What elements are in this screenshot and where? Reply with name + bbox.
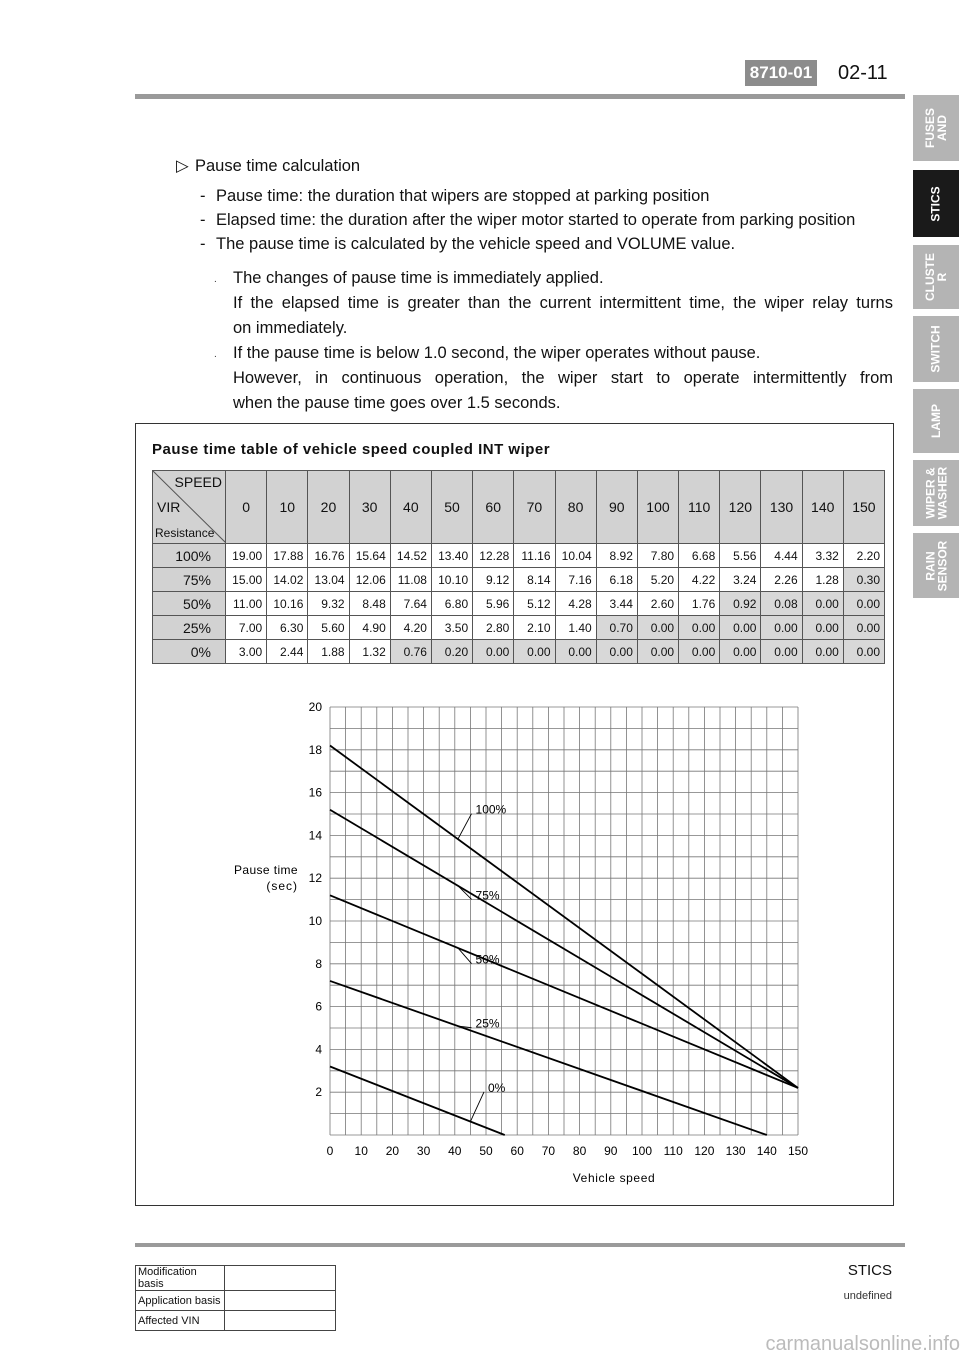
table-row xyxy=(153,640,885,664)
mod-value xyxy=(225,1266,336,1291)
series-line xyxy=(330,1067,505,1135)
table-cell: 13.04 xyxy=(308,568,349,592)
table-cell: 0.00 xyxy=(843,640,884,664)
table-row xyxy=(136,1266,336,1291)
table-cell: 0.92 xyxy=(720,592,761,616)
table-cell: 2.10 xyxy=(514,616,555,640)
x-tick-label: 50 xyxy=(479,1144,493,1158)
section-heading: Pause time calculation xyxy=(195,157,361,175)
x-tick-label: 10 xyxy=(354,1144,368,1158)
mod-value xyxy=(225,1291,336,1311)
y-tick-label: 16 xyxy=(308,785,322,800)
corner-speed-label: SPEED xyxy=(174,474,222,490)
table-cell: 14.02 xyxy=(267,568,308,592)
table-cell: 14.52 xyxy=(390,544,431,568)
y-tick-label: 14 xyxy=(308,828,322,843)
table-cell: 0.08 xyxy=(761,592,802,616)
x-tick-label: 130 xyxy=(725,1144,746,1158)
table-cell: 17.88 xyxy=(267,544,308,568)
x-tick-label: 150 xyxy=(787,1144,809,1158)
vir-row-label: 75% xyxy=(153,568,226,592)
table-cell: 5.12 xyxy=(514,592,555,616)
table-cell: 0.00 xyxy=(761,616,802,640)
footer-subtitle: undefined xyxy=(843,1290,892,1302)
y-tick-label: 4 xyxy=(315,1042,322,1057)
x-tick-label: 20 xyxy=(385,1144,400,1158)
table-cell: 11.16 xyxy=(514,544,555,568)
table-cell: 1.32 xyxy=(349,640,390,664)
mod-label: Modification basis xyxy=(136,1266,225,1291)
table-cell: 0.00 xyxy=(555,640,596,664)
table-cell: 0.00 xyxy=(637,640,678,664)
y-tick-label: 10 xyxy=(308,914,322,928)
mod-label: Application basis xyxy=(136,1291,225,1311)
dot-item-line: The changes of pause time is immediately applied. xyxy=(233,269,604,287)
footer-title: STICS xyxy=(847,1262,892,1279)
pause-time-chart xyxy=(200,700,840,1195)
x-tick-label: 30 xyxy=(416,1144,431,1158)
table-cell: 12.06 xyxy=(349,568,390,592)
table-cell: 0.20 xyxy=(431,640,472,664)
annotation-leader xyxy=(470,1092,484,1122)
table-cell: 6.80 xyxy=(431,592,472,616)
speed-header: 20 xyxy=(308,471,349,544)
table-cell: 3.32 xyxy=(802,544,843,568)
y-tick-label: 18 xyxy=(308,742,322,757)
x-tick-label: 0 xyxy=(326,1144,334,1158)
y-tick-label: 8 xyxy=(315,956,322,971)
speed-header: 130 xyxy=(761,471,802,544)
dot-item-line: However, in continuous operation, the wiper start to operate intermittently from xyxy=(233,369,893,387)
speed-header: 0 xyxy=(226,471,267,544)
page-number: 02-11 xyxy=(838,62,888,84)
speed-header: 110 xyxy=(679,471,720,544)
table-cell: 0.00 xyxy=(637,616,678,640)
speed-header: 80 xyxy=(555,471,596,544)
speed-header: 10 xyxy=(267,471,308,544)
x-tick-label: 40 xyxy=(448,1144,462,1158)
side-tab-switch[interactable]: SWITCH xyxy=(913,316,959,382)
speed-header: 150 xyxy=(843,471,884,544)
y-tick-label: 6 xyxy=(315,999,322,1014)
series-annotation: 75% xyxy=(475,888,500,903)
y-axis-label: Pause time xyxy=(233,863,298,877)
speed-header: 120 xyxy=(720,471,761,544)
speed-header: 100 xyxy=(637,471,678,544)
x-tick-label: 100 xyxy=(631,1144,653,1158)
table-cell: 0.00 xyxy=(802,616,843,640)
table-cell: 6.68 xyxy=(679,544,720,568)
table-cell: 0.76 xyxy=(390,640,431,664)
table-cell: 2.80 xyxy=(473,616,514,640)
speed-header: 30 xyxy=(349,471,390,544)
header-divider xyxy=(135,94,905,99)
table-cell: 2.44 xyxy=(267,640,308,664)
table-cell: 16.76 xyxy=(308,544,349,568)
table-cell: 0.00 xyxy=(596,640,637,664)
table-cell: 11.08 xyxy=(390,568,431,592)
watermark: carmanualsonline.info xyxy=(765,1333,960,1355)
table-cell: 0.70 xyxy=(596,616,637,640)
corner-vir-label: VIR xyxy=(157,499,181,515)
table-header-row xyxy=(153,471,885,544)
side-tab-fuses[interactable]: FUSES AND xyxy=(913,95,959,161)
vir-row-label: 25% xyxy=(153,616,226,640)
table-cell: 0.00 xyxy=(514,640,555,664)
side-tab-wiper-washer[interactable]: WIPER & WASHER xyxy=(913,460,959,526)
corner-resistance-label: Resistance xyxy=(155,526,215,540)
table-cell: 0.00 xyxy=(843,592,884,616)
table-row xyxy=(153,544,885,568)
y-axis-label: (sec) xyxy=(266,879,298,893)
table-cell: 1.76 xyxy=(679,592,720,616)
table-cell: 3.44 xyxy=(596,592,637,616)
table-cell: 7.00 xyxy=(226,616,267,640)
side-tab-stics[interactable]: STICS xyxy=(913,170,959,237)
dash-marker: - xyxy=(200,187,206,205)
series-annotation: 100% xyxy=(475,802,507,817)
table-cell: 0.00 xyxy=(802,592,843,616)
pause-time-table xyxy=(152,470,885,664)
mod-label: Affected VIN xyxy=(136,1311,225,1331)
speed-header: 60 xyxy=(473,471,514,544)
x-tick-label: 80 xyxy=(572,1144,587,1158)
table-cell: 13.40 xyxy=(431,544,472,568)
dot-item-line: If the elapsed time is greater than the current intermittent time, the wiper relay turns xyxy=(233,294,893,312)
x-tick-label: 70 xyxy=(541,1144,556,1158)
table-cell: 10.16 xyxy=(267,592,308,616)
series-annotation: 25% xyxy=(475,1016,500,1031)
dot-item-line: when the pause time goes over 1.5 seconds. xyxy=(233,394,561,412)
table-row xyxy=(153,592,885,616)
table-cell: 7.64 xyxy=(390,592,431,616)
table-cell: 8.92 xyxy=(596,544,637,568)
section-code-badge: 8710-01 xyxy=(745,60,817,86)
table-cell: 10.04 xyxy=(555,544,596,568)
table-cell: 2.26 xyxy=(761,568,802,592)
x-tick-label: 90 xyxy=(604,1144,618,1158)
modification-table xyxy=(135,1265,336,1331)
speed-header: 70 xyxy=(514,471,555,544)
dot-item-line: on immediately. xyxy=(233,319,348,337)
x-tick-label: 140 xyxy=(756,1144,777,1158)
dash-item: The pause time is calculated by the vehicle speed and VOLUME value. xyxy=(216,235,736,253)
dash-item: Pause time: the duration that wipers are stopped at parking position xyxy=(216,187,710,205)
y-tick-label: 2 xyxy=(315,1085,322,1100)
table-row xyxy=(136,1291,336,1311)
table-cell: 6.30 xyxy=(267,616,308,640)
dash-marker: - xyxy=(200,235,206,253)
vir-row-label: 100% xyxy=(153,544,226,568)
table-cell: 5.20 xyxy=(637,568,678,592)
table-cell: 0.00 xyxy=(473,640,514,664)
table-cell: 19.00 xyxy=(226,544,267,568)
dot-marker: . xyxy=(214,274,217,285)
table-cell: 8.14 xyxy=(514,568,555,592)
table-cell: 15.64 xyxy=(349,544,390,568)
speed-header: 90 xyxy=(596,471,637,544)
table-cell: 9.32 xyxy=(308,592,349,616)
side-tab-cluster[interactable]: CLUSTE R xyxy=(913,245,959,309)
vir-row-label: 0% xyxy=(153,640,226,664)
table-row xyxy=(153,568,885,592)
dash-marker: - xyxy=(200,211,206,229)
y-tick-label: 12 xyxy=(308,871,322,886)
table-corner-cell xyxy=(153,471,226,544)
table-cell: 2.20 xyxy=(843,544,884,568)
table-cell: 7.16 xyxy=(555,568,596,592)
mod-value xyxy=(225,1311,336,1331)
table-cell: 1.88 xyxy=(308,640,349,664)
table-cell: 15.00 xyxy=(226,568,267,592)
table-cell: 0.00 xyxy=(843,616,884,640)
table-cell: 0.00 xyxy=(720,640,761,664)
table-title: Pause time table of vehicle speed coupled INT wiper xyxy=(152,441,551,458)
speed-header: 50 xyxy=(431,471,472,544)
table-cell: 4.22 xyxy=(679,568,720,592)
table-cell: 4.20 xyxy=(390,616,431,640)
x-axis-label: Vehicle speed xyxy=(572,1171,656,1185)
y-tick-label: 20 xyxy=(308,700,322,714)
x-tick-label: 60 xyxy=(510,1144,524,1158)
dot-marker: . xyxy=(214,349,217,360)
x-tick-label: 110 xyxy=(663,1144,683,1158)
series-annotation: 50% xyxy=(475,952,500,967)
table-cell: 8.48 xyxy=(349,592,390,616)
dot-item-line: If the pause time is below 1.0 second, the wiper operates without pause. xyxy=(233,344,761,362)
side-tab-rain-sensor[interactable]: RAIN SENSOR xyxy=(913,533,959,598)
table-cell: 0.00 xyxy=(802,640,843,664)
table-cell: 4.44 xyxy=(761,544,802,568)
dash-item: Elapsed time: the duration after the wiper motor started to operate from parking position xyxy=(216,211,856,229)
table-cell: 2.60 xyxy=(637,592,678,616)
table-cell: 1.40 xyxy=(555,616,596,640)
vir-row-label: 50% xyxy=(153,592,226,616)
speed-header: 140 xyxy=(802,471,843,544)
series-annotation: 0% xyxy=(488,1080,506,1095)
table-cell: 11.00 xyxy=(226,592,267,616)
table-cell: 5.60 xyxy=(308,616,349,640)
table-cell: 0.00 xyxy=(679,616,720,640)
table-cell: 3.00 xyxy=(226,640,267,664)
table-cell: 0.30 xyxy=(843,568,884,592)
table-row xyxy=(136,1311,336,1331)
table-cell: 4.90 xyxy=(349,616,390,640)
table-cell: 1.28 xyxy=(802,568,843,592)
heading-marker: ▷ xyxy=(176,157,189,175)
table-cell: 3.24 xyxy=(720,568,761,592)
table-row xyxy=(153,616,885,640)
table-cell: 5.56 xyxy=(720,544,761,568)
table-cell: 10.10 xyxy=(431,568,472,592)
table-cell: 9.12 xyxy=(473,568,514,592)
table-cell: 7.80 xyxy=(637,544,678,568)
table-cell: 0.00 xyxy=(720,616,761,640)
footer-divider xyxy=(135,1243,905,1247)
table-cell: 6.18 xyxy=(596,568,637,592)
side-tab-lamp[interactable]: LAMP xyxy=(913,389,959,453)
table-cell: 0.00 xyxy=(761,640,802,664)
table-cell: 4.28 xyxy=(555,592,596,616)
speed-header: 40 xyxy=(390,471,431,544)
table-cell: 12.28 xyxy=(473,544,514,568)
table-cell: 5.96 xyxy=(473,592,514,616)
table-cell: 3.50 xyxy=(431,616,472,640)
x-tick-label: 120 xyxy=(694,1144,715,1158)
table-cell: 0.00 xyxy=(679,640,720,664)
